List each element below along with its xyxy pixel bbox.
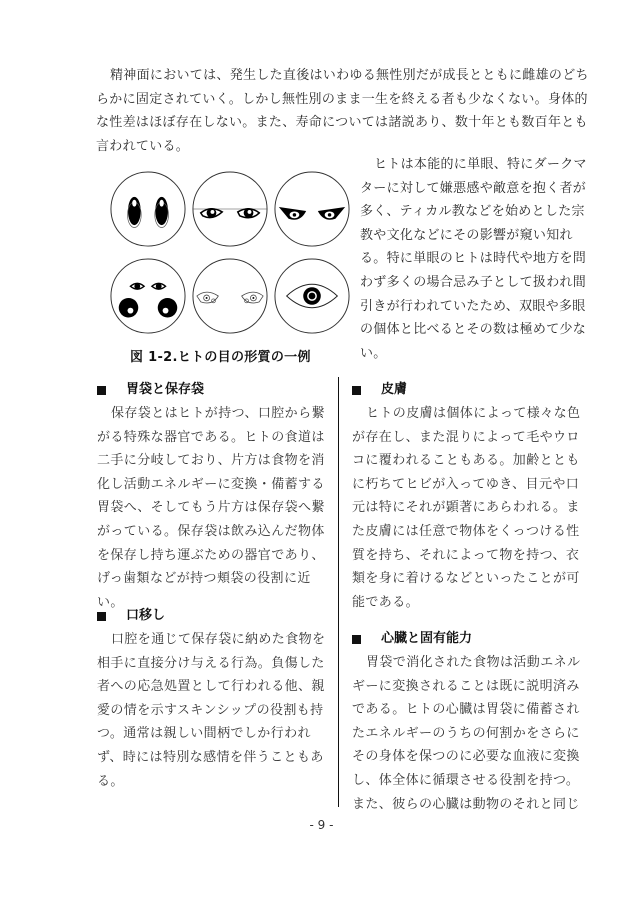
square-bullet-icon	[97, 386, 106, 395]
section-heading	[97, 378, 333, 402]
square-bullet-icon	[352, 386, 361, 395]
tall-oval-eyes-illustration	[109, 170, 187, 248]
intro-paragraph: 精神面においては、発生した直後はいわゆる無性別だが成長とともに雌雄のどちらかに固定されていく。しかし無性別のまま一生を終える者も少なくない。身体的な性差はほぼ存在しない。また、寿命については諸説あり、数十年とも数百年とも言われている。	[96, 68, 589, 154]
single-eye-illustration	[273, 257, 351, 335]
section-heading	[97, 604, 333, 628]
section-heading-text: 胃袋と保存袋	[126, 382, 205, 397]
section-body: 胃袋で消化された食物は活動エネルギーに変換されることは既に説明済みである。ヒトの心臓は胃袋に備蓄されたエネルギーのうちの何割かをさらにその身体を保つのに必要な血液に変換し、体全体に循環させる役割を持つ。また、彼らの心臓は動物のそれと同じ	[352, 655, 581, 812]
sharp-eyes-illustration	[273, 170, 351, 248]
page-number: - 9 -	[309, 818, 334, 832]
section-heading-text: 心臓と固有能力	[381, 631, 473, 646]
section-stomach-and-storage-pouch	[97, 378, 333, 614]
column-divider	[338, 377, 339, 807]
section-heading-text: 皮膚	[381, 382, 408, 397]
section-mouth-transfer	[97, 604, 333, 793]
section-heart-and-innate-ability	[352, 627, 588, 816]
section-heading	[352, 627, 588, 651]
section-skin	[352, 378, 588, 614]
side-paragraph: ヒトは本能的に単眼、特にダークマターに対して嫌悪感や敵意を抱く者が多く、ティカル教などを始めとした宗教や文化などにその影響が窺い知れる。特に単眼のヒトは時代や地方を問わず多くの場合忌み子として扱われ間引きが行われていたため、双眼や多眼の個体と比べるとその数は極めて少ない。	[360, 157, 587, 361]
section-heading-text: 口移し	[126, 608, 166, 623]
section-heading	[352, 378, 588, 402]
anime-eyes-illustration	[191, 170, 269, 248]
multi-pupil-eyes-illustration	[191, 257, 269, 335]
four-eyes-illustration	[109, 257, 187, 335]
figure-caption: 図 1-2.ヒトの目の形質の一例	[130, 350, 311, 365]
square-bullet-icon	[97, 612, 106, 621]
section-body: 保存袋とはヒトが持つ、口腔から繋がる特殊な器官である。ヒトの食道は二手に分岐しており、片方は食物を消化し活動エネルギーに変換・備蓄する胃袋へ、そしてもう片方は保存袋へ繋がっている。保存袋は飲み込んだ物体を保存し持ち運ぶための器官であり、げっ歯類などが持つ頬袋の役割に近い。	[97, 406, 325, 610]
eye-traits-figure	[100, 165, 350, 345]
section-body: ヒトの皮膚は個体によって様々な色が存在し、また混りによって毛やウロコに覆われることもある。加齢とともに朽ちてヒビが入ってゆき、目元や口元は特にそれが顕著にあらわれる。また皮膚には任意で物体をくっつける性質を持ち、それによって物を持つ、衣類を身に着けるなどといったことが可能である。	[352, 406, 581, 610]
section-body: 口腔を通じて保存袋に納めた食物を相手に直接分け与える行為。負傷した者への応急処置として行われる他、親愛の情を示すスキンシップの役割も持つ。通常は親しい間柄でしか行われず、時には特別な感情を伴うこともある。	[97, 632, 326, 789]
square-bullet-icon	[352, 635, 361, 644]
